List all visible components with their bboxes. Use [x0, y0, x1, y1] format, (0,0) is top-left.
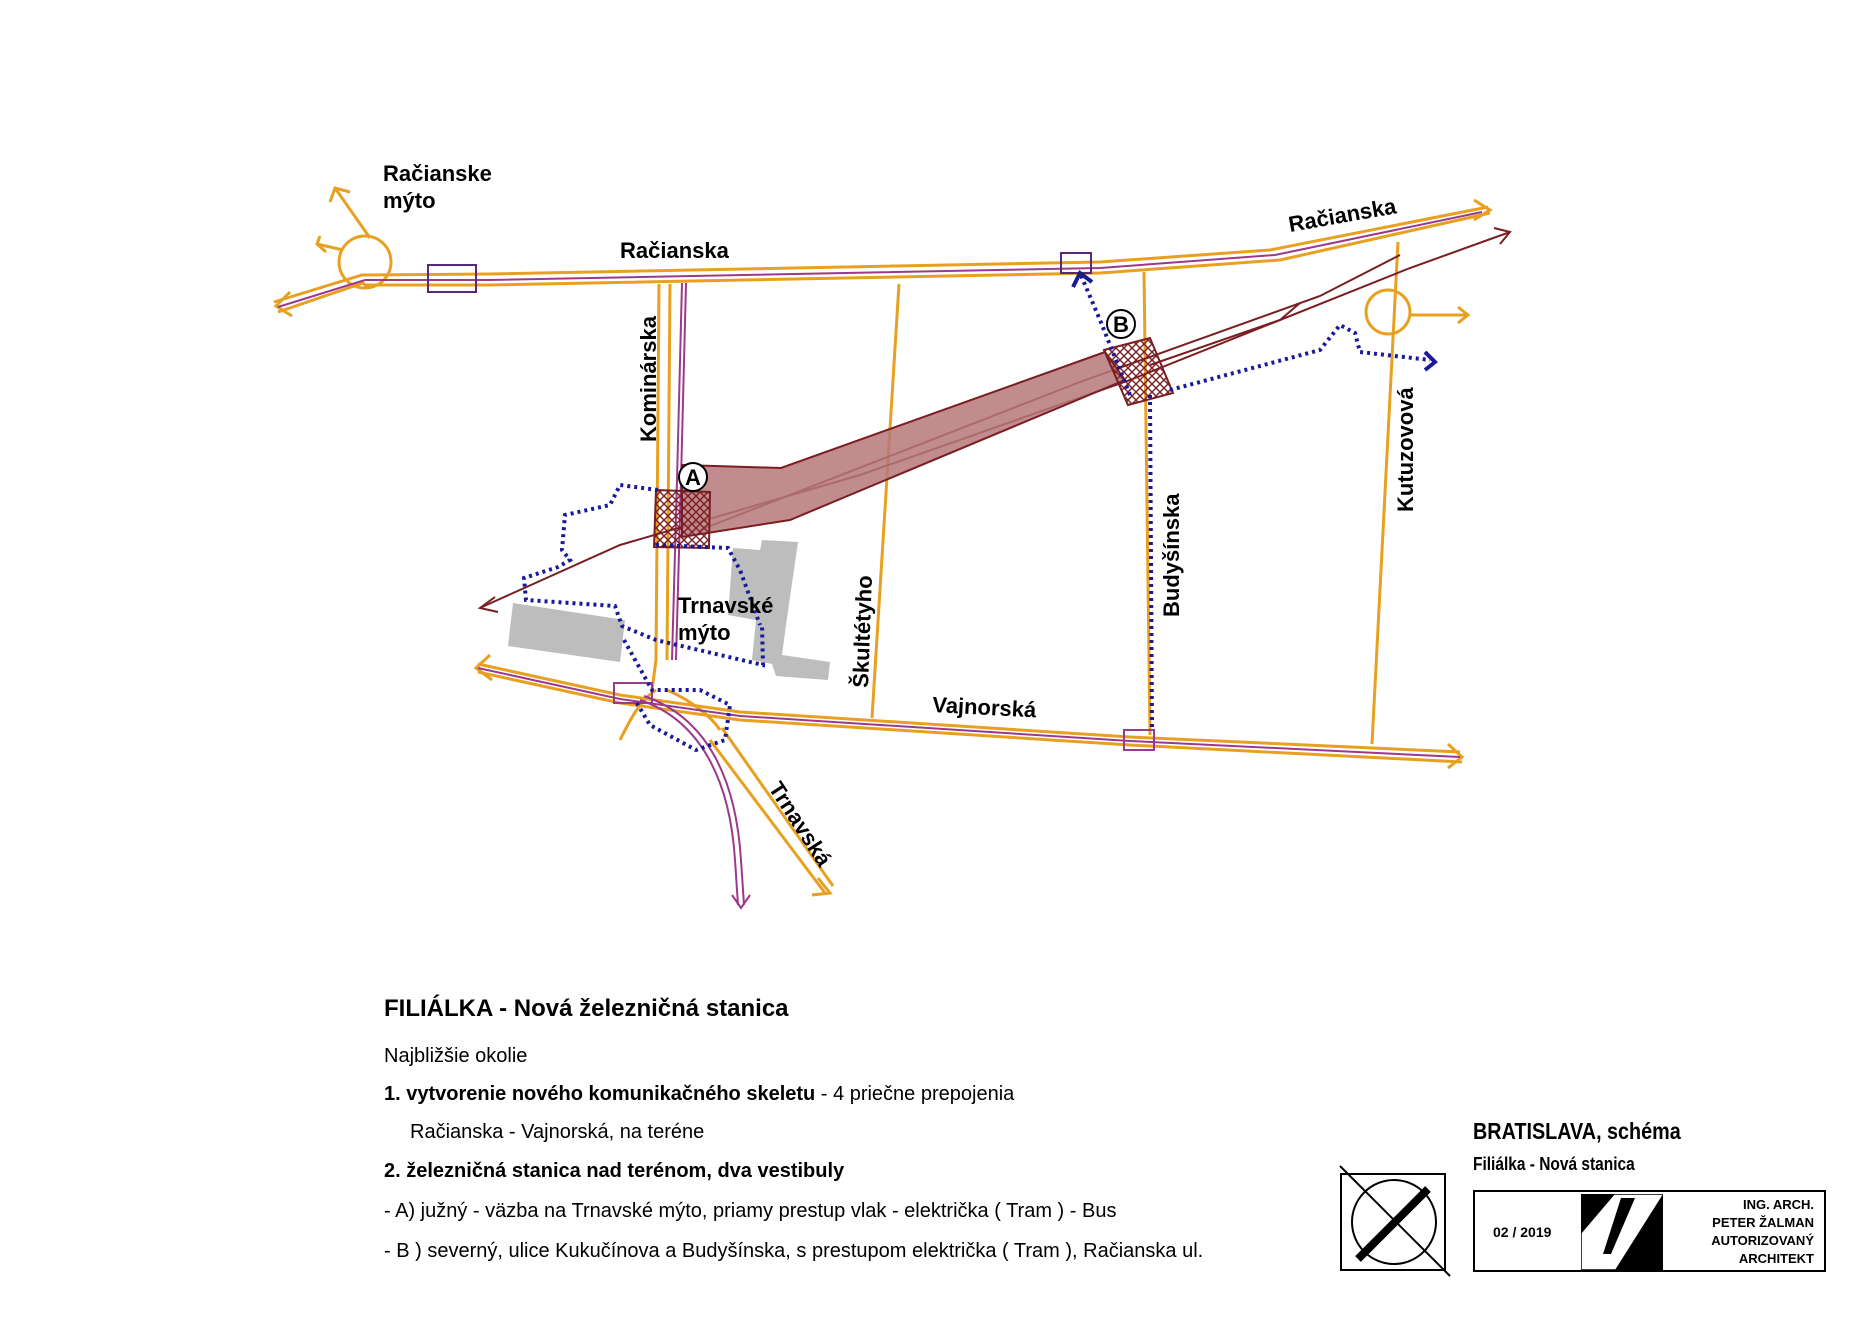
legend-line-2 [384, 1083, 1014, 1106]
label-racianska-east: Račianska [1286, 193, 1399, 237]
street-labels [383, 161, 1418, 871]
legend-line-2-rest: - 4 priečne prepojenia [815, 1083, 1015, 1105]
road-skultetyho [872, 284, 899, 718]
building-west [508, 603, 625, 662]
vestibule-a [654, 490, 710, 548]
label-racianske-myto-1: Račianske [383, 161, 492, 186]
legend-line-6: - B ) severný, ulice Kukučínova a Budyšínska, s prestupom električka ( Tram ), Račianska ul. [384, 1240, 1204, 1262]
legend-line-3: Račianska - Vajnorská, na teréne [410, 1121, 705, 1143]
tram-lines [278, 212, 1482, 908]
title-block-title: BRATISLAVA, schéma [1473, 1118, 1681, 1144]
author-line-3: AUTORIZOVANÝ [1711, 1233, 1814, 1248]
title-block-author [1711, 1196, 1814, 1268]
legend-line-5: - A) južný - väzba na Trnavské mýto, priamy prestup vlak - električka ( Tram ) - Bus [384, 1200, 1117, 1222]
label-racianska-west: Račianska [620, 238, 729, 263]
label-racianske-myto-2: mýto [383, 188, 436, 213]
tram-arrow [732, 895, 750, 908]
label-vajnorska: Vajnorská [931, 692, 1037, 723]
station-platform [682, 352, 1125, 537]
rail-branch [1150, 303, 1300, 365]
legend-title: FILIÁLKA - Nová železničná stanica [384, 995, 789, 1022]
author-line-4: ARCHITEKT [1738, 1251, 1814, 1266]
label-kutuzovova: Kutuzovová [1393, 387, 1418, 512]
roundabout-kutuzovova [1366, 290, 1410, 334]
author-line-2: PETER ŽALMAN [1712, 1215, 1814, 1230]
roundabout-arm-n [335, 188, 370, 238]
label-kominarska: Kominárska [636, 316, 661, 442]
north-arrow-icon [1338, 1164, 1452, 1278]
label-trnavske-myto-1: Trnavské [678, 593, 774, 618]
label-skultetyho: Škultétyho [848, 574, 877, 689]
roads [274, 188, 1490, 893]
author-line-1: ING. ARCH. [1742, 1197, 1814, 1212]
legend-line-1: Najbližšie okolie [384, 1045, 528, 1067]
station [654, 338, 1173, 548]
title-block-date: 02 / 2019 [1493, 1224, 1552, 1240]
legend-line-2-bold: 1. vytvorenie nového komunikačného skeletu [384, 1083, 816, 1105]
stop-racianske-myto [428, 265, 476, 292]
tram-trnavska-curve-2 [644, 696, 744, 905]
label-trnavska: Trnavská [763, 777, 837, 871]
architect-logo-icon [1581, 1194, 1663, 1270]
title-block-subtitle: Filiálka - Nová stanica [1473, 1154, 1635, 1174]
label-budysinska: Budyšínska [1159, 493, 1184, 617]
road-kominarska-2 [667, 284, 670, 660]
vestibule-a-label: A [685, 465, 701, 490]
vestibule-b-label: B [1113, 312, 1129, 337]
title-block [1473, 1190, 1826, 1272]
label-trnavske-myto-2: mýto [678, 620, 731, 645]
vestibule-b [1104, 338, 1173, 405]
legend-line-4: 2. železničná stanica nad terénom, dva vestibuly [384, 1160, 845, 1182]
